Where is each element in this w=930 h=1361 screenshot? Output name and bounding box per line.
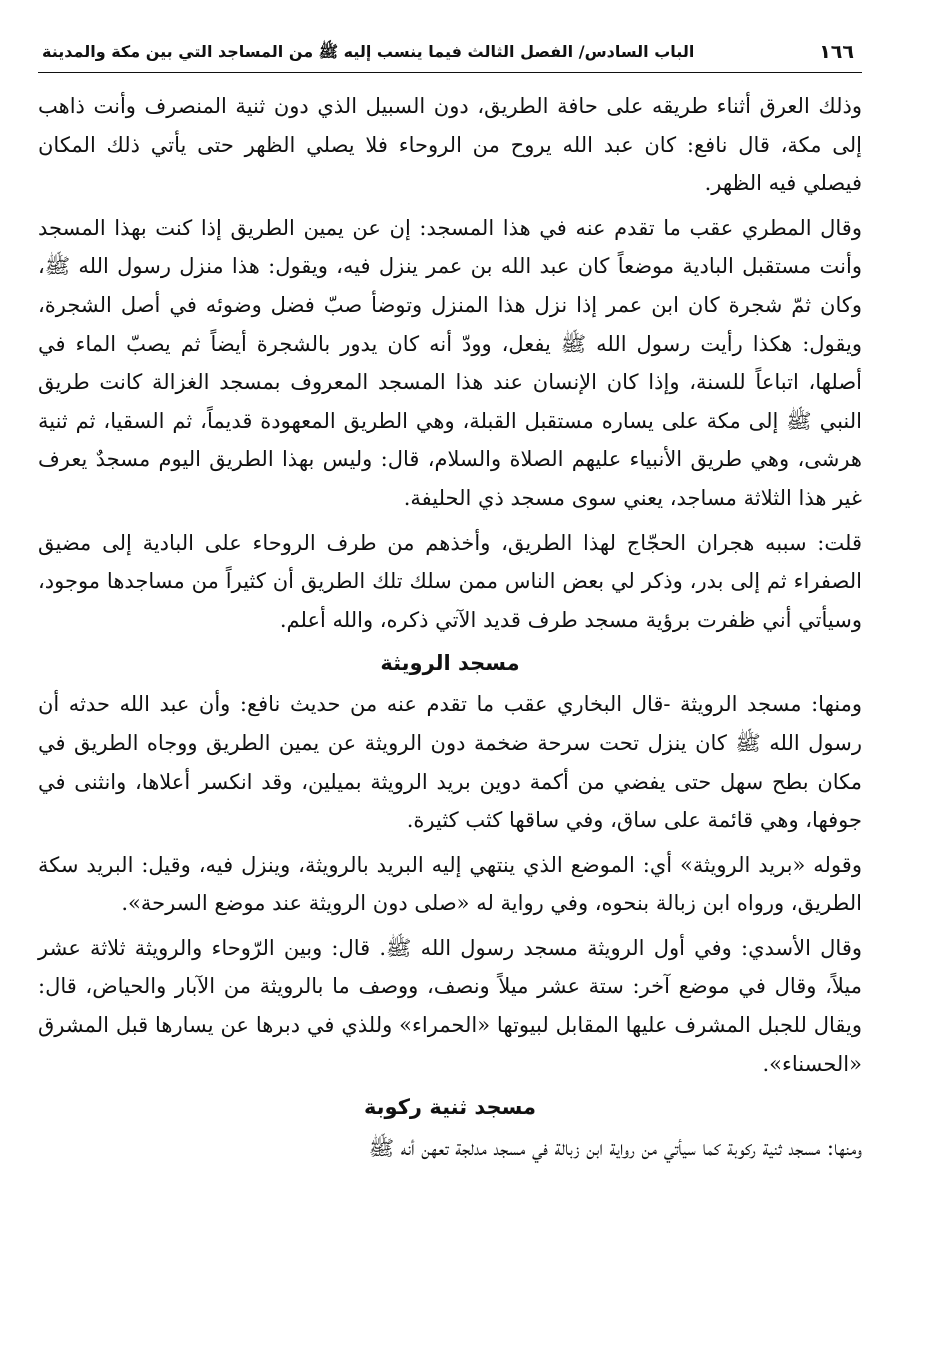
paragraph-ruwaytha: ومنها: مسجد الرويثة -قال البخاري عقب ما تقدم عنه من حديث نافع: وأن عبد الله حدثه أن رسول الله ﷺ كان ينزل تحت سرحة ضخمة دون الرويثة عن يمين الطريق ووجاه الطريق في مكان بطح سهل حتى يفضي من أكمة دوين بريد الرويثة بميلين، وقد انكسر أعلاها، وانثنى في جوفها، وهي قائمة على ساق، وفي ساقها كثب كثيرة. [38, 692, 862, 833]
paragraph-intro: وذلك العرق أثناء طريقه على حافة الطريق، دون السبيل الذي دون ثنية المنصرف وأنت ذاهب إلى مكة، قال نافع: كان عبد الله يروح من الروحاء فلا يصلي الظهر حتى يأتي ذلك المكان فيصلي فيه الظهر. [38, 94, 862, 196]
paragraph-matari: وقال المطري عقب ما تقدم عنه في هذا المسجد: إن عن يمين الطريق إذا كنت بهذا المسجد وأنت مستقبل البادية موضعاً كان عبد الله بن عمر ينزل فيه، ويقول: هذا منزل رسول الله ﷺ، وكان ثمّ شجرة كان ابن عمر إذا نزل هذا المنزل وتوضأ صبّ فضل وضوئه في أصل الشجرة، ويقول: هكذا رأيت رسول الله ﷺ يفعل، وودّ أنه كان يدور بالشجرة أيضاً ثم يصبّ الماء في أصلها، اتباعاً للسنة، وإذا كان الإنسان عند هذا المسجد المعروف بمسجد الغزالة كانت طريق النبي ﷺ إلى مكة على يساره مستقبل القبلة، وهي الطريق المعهودة قديماً، ثم السقيا، ثم ثنية هرشى، وهي طريق الأنبياء عليهم الصلاة والسلام، قال: وليس بهذا الطريق اليوم مسجدٌ يعرف غير هذا الثلاثة مساجد، يعني سوى مسجد ذي الحليفة. [38, 215, 862, 510]
paragraph-asadi: وقال الأسدي: وفي أول الرويثة مسجد رسول الله ﷺ. قال: وبين الرّوحاء والرويثة ثلاثة عشر ميلاً، وقال في موضع آخر: ستة عشر ميلاً ونصف، ووصف ما بالرويثة من الآبار والحياض، قال: ويقال للجبل المشرف عليها المقابل لبيوتها «الحمراء» وللذي في دبرها عن يسارها قبل المشرق «الحسناء». [38, 935, 862, 1076]
paragraph-rakuba: ومنها: مسجد ثنية ركوبة كما سيأتي من رواية ابن زبالة في مسجد مدلجة تعهن أنه ﷺ [368, 1136, 862, 1161]
page [38, 34, 862, 1168]
page-header [38, 34, 862, 73]
page-number: ١٦٦ [819, 41, 854, 63]
section-title-rakuba: مسجد ثنية ركوبة [363, 1095, 537, 1120]
paragraph-barid: وقوله «بريد الرويثة» أي: الموضع الذي ينتهي إليه البريد بالرويثة، وينزل فيه، وقيل: البريد سكة الطريق، ورواه ابن زبالة بنحوه، وفي رواية له «صلى دون الرويثة عند موضع السرحة». [38, 852, 862, 916]
paragraph-qultu: قلت: سببه هجران الحجّاج لهذا الطريق، وأخذهم من طرف الروحاء على البادية إلى مضيق الصفراء ثم إلى بدر، وذكر لي بعض الناس ممن سلك تلك الطريق أن كثيراً من مساجدها موجود، وسيأتي أني ظفرت برؤية مسجد طرف قديد الآتي ذكره، والله أعلم. [38, 530, 862, 632]
running-title: الباب السادس/ الفصل الثالث فيما ينسب إليه ﷺ من المساجد التي بين مكة والمدينة [42, 42, 695, 61]
section-title-ruwaytha: مسجد الرويثة [380, 651, 520, 676]
